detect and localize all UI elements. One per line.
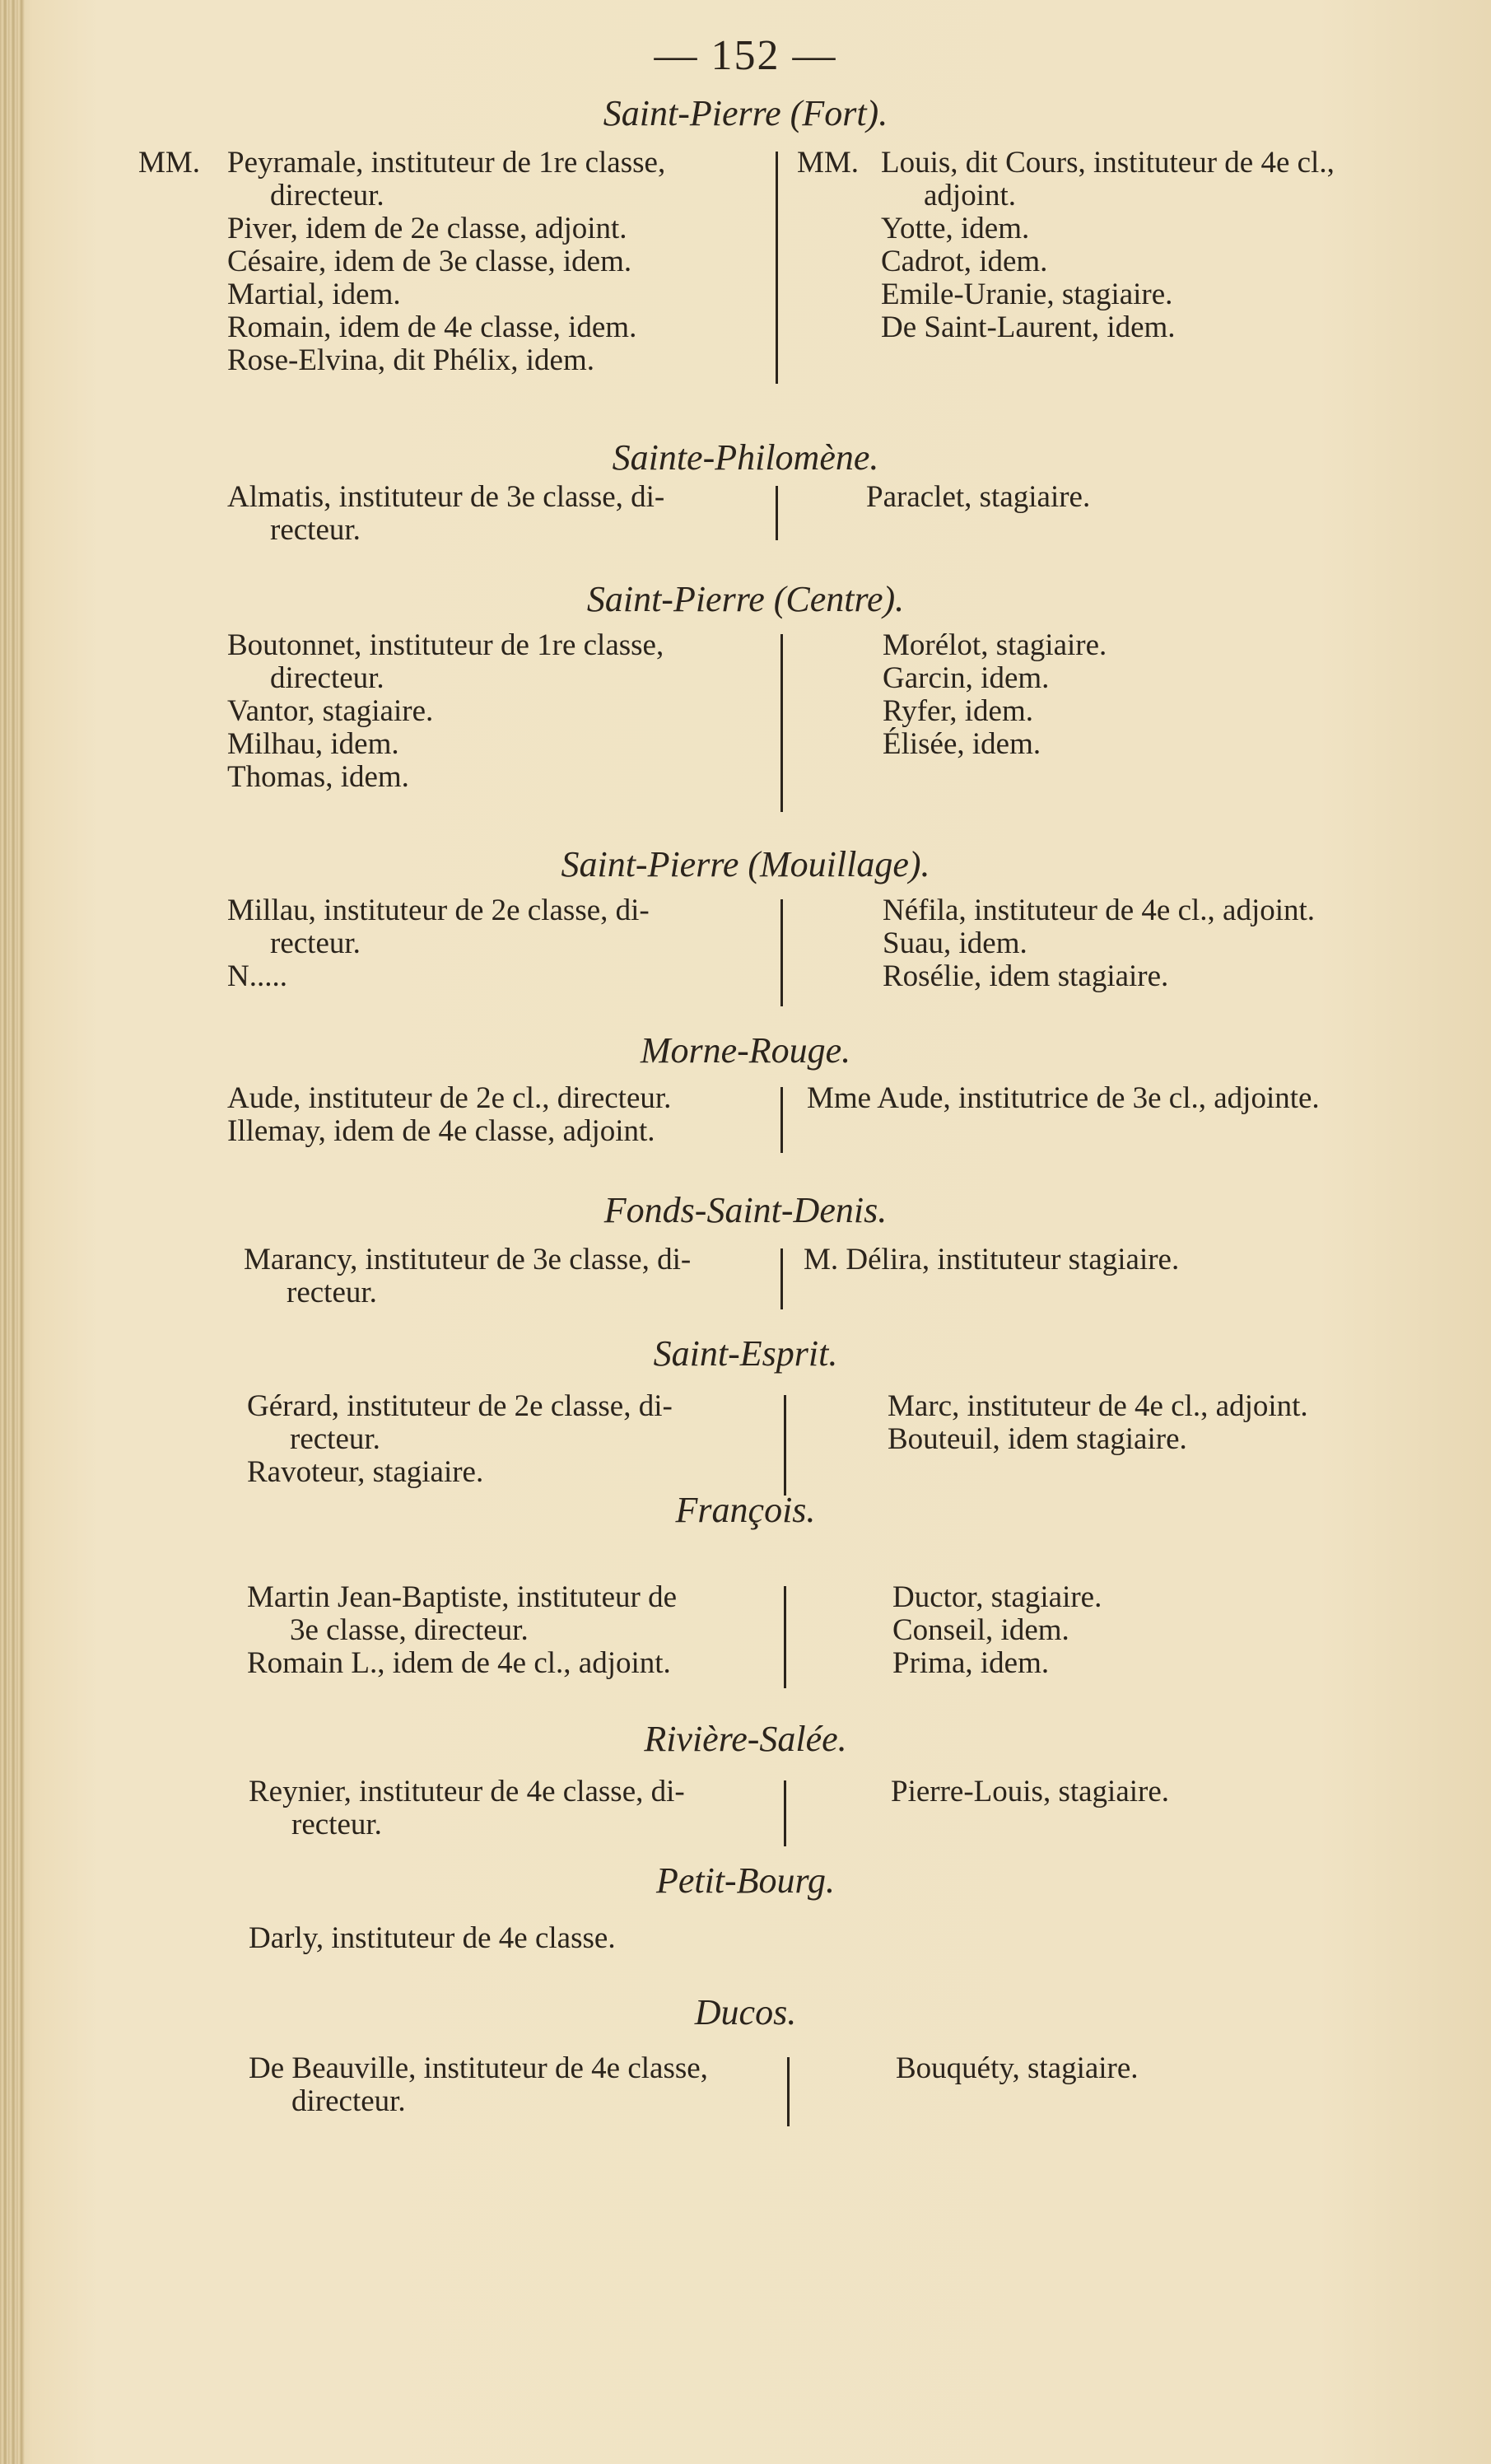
entry-line: N..... (227, 959, 287, 993)
entry-line: Suau, idem. (883, 926, 1027, 960)
section-heading-fonds-saint-denis: Fonds-Saint-Denis. (603, 1190, 888, 1230)
column-divider (780, 1087, 783, 1153)
left-column (227, 629, 664, 794)
left-column (244, 1244, 691, 1309)
entry-line: recteur. (270, 513, 361, 547)
entry-line: Morélot, stagiaire. (883, 628, 1107, 662)
entry-line: Millau, instituteur de 2e classe, di- (227, 894, 650, 927)
entry-line: Almatis, instituteur de 3e classe, di- (227, 480, 665, 514)
column-divider (784, 1395, 786, 1496)
entry-line: Milhau, idem. (227, 727, 399, 761)
entry-line: Gérard, instituteur de 2e classe, di- (247, 1389, 673, 1423)
entry-line: Élisée, idem. (883, 727, 1041, 761)
column-divider (787, 2057, 790, 2126)
entry-line: Reynier, instituteur de 4e classe, di- (249, 1775, 685, 1808)
entry-line: 3e classe, directeur. (290, 1613, 529, 1647)
entry-line: Peyramale, instituteur de 1re classe, (227, 146, 666, 180)
entry-line: recteur. (287, 1276, 377, 1309)
entry-line: Garcin, idem. (883, 661, 1050, 695)
entry-line: Darly, instituteur de 4e classe. (249, 1921, 616, 1955)
right-prefix: MM. (797, 146, 860, 180)
entry-line: Ryfer, idem. (883, 694, 1034, 728)
entry-line: recteur. (291, 1808, 382, 1841)
entry-line: Piver, idem de 2e classe, adjoint. (227, 212, 627, 245)
right-column (891, 1776, 1169, 1808)
left-column (227, 1082, 671, 1148)
entry-line: Ravoteur, stagiaire. (247, 1455, 484, 1489)
entry-line: Boutonnet, instituteur de 1re classe, (227, 628, 664, 662)
entry-line: Pierre-Louis, stagiaire. (891, 1775, 1170, 1808)
left-column (249, 1922, 616, 1955)
entry-line: recteur. (290, 1422, 380, 1456)
entry-line: M. Délira, instituteur stagiaire. (804, 1243, 1180, 1276)
right-column (807, 1082, 1320, 1115)
section-heading-saint-pierre-fort: Saint-Pierre (Fort). (603, 93, 888, 133)
section-heading-saint-esprit: Saint-Esprit. (653, 1333, 838, 1374)
binding-gutter (0, 0, 25, 2464)
entry-line: directeur. (270, 179, 384, 212)
entry-line: Marc, instituteur de 4e cl., adjoint. (888, 1389, 1308, 1423)
section-heading-ducos: Ducos. (694, 1992, 797, 2032)
left-column (247, 1581, 677, 1680)
entry-line: Illemay, idem de 4e classe, adjoint. (227, 1114, 655, 1148)
section-heading-morne-rouge: Morne-Rouge. (640, 1030, 851, 1071)
entry-line: Louis, dit Cours, instituteur de 4e cl., (881, 146, 1335, 180)
entry-line: Césaire, idem de 3e classe, idem. (227, 245, 632, 278)
right-column (883, 629, 1107, 761)
entry-line: Thomas, idem. (227, 760, 409, 794)
right-column (892, 1581, 1102, 1680)
entry-line: Bouquéty, stagiaire. (896, 2051, 1139, 2085)
left-column (249, 2052, 708, 2118)
entry-line: Conseil, idem. (892, 1613, 1069, 1647)
right-column (881, 147, 1335, 344)
left-column (227, 481, 664, 547)
column-divider (780, 1248, 783, 1309)
entry-line: Yotte, idem. (881, 212, 1030, 245)
section-heading-sainte-philomene: Sainte-Philomène. (612, 437, 879, 478)
entry-line: Martin Jean-Baptiste, instituteur de (247, 1580, 677, 1614)
entry-line: Néfila, instituteur de 4e cl., adjoint. (883, 894, 1316, 927)
left-prefix: MM. (138, 146, 201, 180)
entry-line: directeur. (291, 2084, 406, 2118)
section-heading-petit-bourg: Petit-Bourg. (655, 1860, 836, 1901)
entry-line: Vantor, stagiaire. (227, 694, 434, 728)
entry-line: De Saint-Laurent, idem. (881, 310, 1176, 344)
right-column (888, 1390, 1308, 1456)
entry-line: Emile-Uranie, stagiaire. (881, 278, 1173, 311)
entry-line: recteur. (270, 926, 361, 960)
column-divider (776, 152, 778, 384)
entry-line: Rose-Elvina, dit Phélix, idem. (227, 343, 595, 377)
entry-line: Cadrot, idem. (881, 245, 1048, 278)
right-column (866, 481, 1090, 514)
section-heading-saint-pierre-mouillage: Saint-Pierre (Mouillage). (561, 844, 930, 884)
page-number: — 152 — (654, 32, 837, 79)
entry-line: Rosélie, idem stagiaire. (883, 959, 1169, 993)
section-heading-saint-pierre-centre: Saint-Pierre (Centre). (586, 579, 905, 619)
column-divider (776, 486, 778, 540)
entry-line: De Beauville, instituteur de 4e classe, (249, 2051, 708, 2085)
entry-line: Aude, instituteur de 2e cl., directeur. (227, 1081, 672, 1115)
entry-line: directeur. (270, 661, 384, 695)
column-divider (780, 899, 783, 1006)
left-column (247, 1390, 673, 1489)
section-heading-francois: François. (675, 1490, 816, 1530)
entry-line: Bouteuil, idem stagiaire. (888, 1422, 1187, 1456)
entry-line: adjoint. (924, 179, 1017, 212)
entry-line: Prima, idem. (892, 1646, 1050, 1680)
entry-line: Marancy, instituteur de 3e classe, di- (244, 1243, 692, 1276)
entry-line: Ductor, stagiaire. (892, 1580, 1102, 1614)
entry-line: Romain, idem de 4e classe, idem. (227, 310, 637, 344)
column-divider (784, 1586, 786, 1688)
entry-line: Romain L., idem de 4e cl., adjoint. (247, 1646, 671, 1680)
entry-line: Paraclet, stagiaire. (866, 480, 1091, 514)
right-column (883, 894, 1315, 993)
column-divider (780, 634, 783, 812)
left-column (249, 1776, 685, 1841)
entry-line: Martial, idem. (227, 278, 401, 311)
right-column (804, 1244, 1179, 1276)
right-column (896, 2052, 1139, 2085)
section-heading-riviere-salee: Rivière-Salée. (644, 1719, 847, 1759)
column-divider (784, 1780, 786, 1846)
entry-line: Mme Aude, institutrice de 3e cl., adjointe. (807, 1081, 1320, 1115)
left-column (227, 147, 665, 377)
left-column (227, 894, 650, 993)
